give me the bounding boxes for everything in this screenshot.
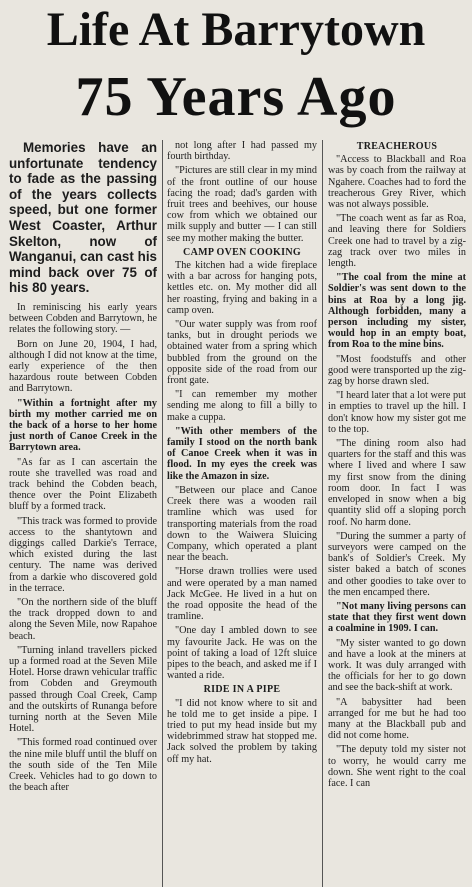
paragraph: "Within a fortnight after my birth my mother carried me on the back of a horse to her home just north of Canoe Creek in the Barrytown area.: [9, 397, 157, 454]
paragraph: "The coal from the mine at Soldier's was sent down to the bins at Roa by a long jig. Although forbidden, many a person including my sister, would hop in an empty boat, from Roa to the mine bins.: [328, 272, 466, 351]
paragraph: "The deputy told my sister not to worry, he would carry me down. She went right to the coal face. I can: [328, 744, 466, 789]
paragraph: "Most foodstuffs and other good were transported up the zig-zag by horse drawn sled.: [328, 353, 466, 388]
article-column-1: [9, 140, 157, 887]
paragraph: "Turning inland travellers picked up a formed road at the Seven Mile Hotel. Horse drawn vehicular traffic from Cobden and Greymouth passed through Coal Creek, Camp and the outskirts of Runanga before turning north at the Seven Mile Hotel.: [9, 644, 157, 735]
paragraph: "I can remember my mother sending me along to fill a billy to make a cuppa.: [167, 389, 317, 423]
headline-line-1: Life At Barrytown: [46, 3, 426, 56]
paragraph: "Horse drawn trollies were used and were operated by a man named Jack McGee. He lived in a hut on the road opposite the head of the tramline.: [167, 566, 317, 623]
paragraph: not long after I had passed my fourth birthday.: [167, 140, 317, 163]
paragraph: "This track was formed to provide access to the shantytown and diggings called Darkie's Terrace, which existed during the last century. The name was derived from a darkie who discovered gold in the terrace.: [9, 515, 157, 594]
paragraph: In reminiscing his early years between Cobden and Barrytown, he relates the following story. —: [9, 301, 157, 336]
paragraph: "During the summer a party of surveyors were camped on the bank's of Soldier's Creek. My sister baked a batch of scones and other goodies to take over to the men encamped there.: [328, 530, 466, 598]
article-column-3: [328, 140, 466, 887]
subheading-camp-oven-cooking: CAMP OVEN COOKING: [183, 246, 301, 258]
paragraph: "On the northern side of the bluff the track dropped down to and along the Seven Mile, now Rapahoe beach.: [9, 597, 157, 642]
article-column-2: [167, 140, 317, 887]
paragraph: "One day I ambled down to see my favourite Jack. He was on the point of taking a load of 12ft sluice pipes to the beach, and asked me if I wanted a ride.: [167, 625, 317, 682]
headline-line-2: 75 Years Ago: [75, 66, 397, 128]
paragraph: The kitchen had a wide fireplace with a bar across for hanging pots, kettles etc. on. My mother did all her roasting, frying and baking in a camp oven.: [167, 260, 317, 316]
article-lede: Memories have an unfortunate tendency to fade as the passing of the years collects speed, but one former West Coaster, Arthur Skelton, now of Wanganui, can cast his mind back over 75 of his 80 years.: [9, 140, 157, 296]
paragraph: "Pictures are still clear in my mind of the front outline of our house facing the road; dad's garden with fruit trees and beehives, our house cow from which we obtained our milk supply and butter — I can still see my mother making the butter.: [167, 165, 317, 244]
subheading-treacherous: TREACHEROUS: [356, 141, 438, 152]
paragraph: "Our water supply was from roof tanks, but in drought periods we obtained water from a spring which bubbled from the ground on the opposite side of the road from our front gate.: [167, 319, 317, 387]
paragraph: "I heard later that a lot were put in empties to travel up the hill. I don't know how my sister got me to the top.: [328, 390, 466, 435]
paragraph: "I did not know where to sit and he told me to get inside a pipe. I tried to put my head inside but my widebrimmed straw hat stopped me. Jack solved the problem by taking off my hat.: [167, 697, 317, 765]
paragraph: "The dining room also had quarters for the staff and this was where I lived and where I saw my first snow from the dining room door. In fact I was enveloped in snow when a big quantity slid off a sloping porch roof. No harm done.: [328, 438, 466, 528]
paragraph: "Access to Blackball and Roa was by coach from the railway at Ngahere. Coaches had to ford the treacherous Grey River, which was not always possible.: [328, 154, 466, 211]
paragraph: "The coach went as far as Roa, and leaving there for Soldiers Creek one had to travel by a zig-zag track over two miles in length.: [328, 213, 466, 270]
column-divider: [162, 140, 163, 887]
column-divider: [322, 140, 323, 887]
paragraph: "Between our place and Canoe Creek there was a wooden rail tramline which was used for transporting materials from the road down to the Waiwera Sluicing Company, which operated a plant near the beach.: [167, 484, 317, 564]
paragraph: "A babysitter had been arranged for me but he had too many at the Blackball pub and did not come home.: [328, 696, 466, 742]
paragraph: "Not many living persons can state that they first went down a coalmine in 1909. I can.: [328, 600, 466, 635]
paragraph: "As far as I can ascertain the route she travelled was road and track behind the Cobden beach, thence over the Point Elizabeth bluff by a formed track.: [9, 456, 157, 513]
paragraph: "My sister wanted to go down and have a look at the miners at work. It was duly arranged with the officials for her to go down and see the back-shift at work.: [328, 637, 466, 694]
paragraph: Born on June 20, 1904, I had, although I did not know at the time, early experience of the then hazardous route between Cobden and Barrytown.: [9, 338, 157, 395]
paragraph: "With other members of the family I stood on the north bank of Canoe Creek when it was in flood. In my eyes the creek was like the Amazon in size.: [167, 425, 317, 482]
paragraph: "This formed road continued over the nine mile bluff until the bluff on the south side of the Ten Mile Creek. Vehicles had to go down to the beach after: [9, 737, 157, 794]
subheading-ride-in-a-pipe: RIDE IN A PIPE: [203, 684, 281, 696]
